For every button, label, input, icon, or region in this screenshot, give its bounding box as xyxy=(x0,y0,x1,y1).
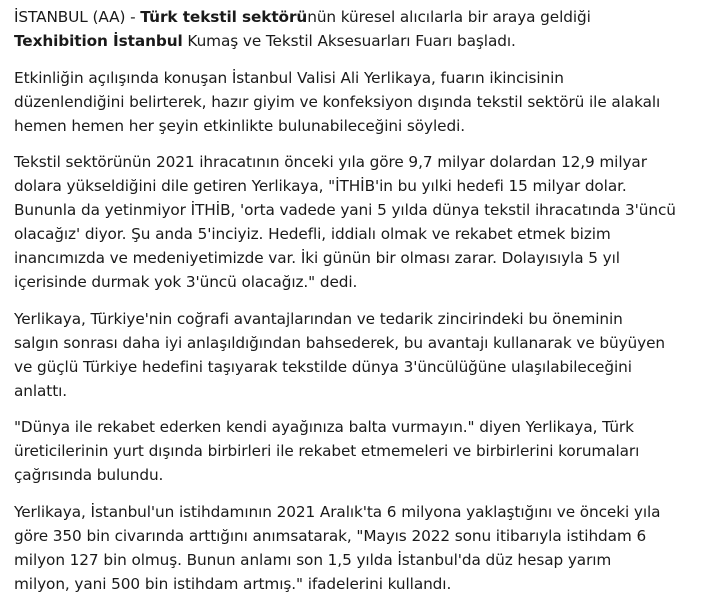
line: Yerlikaya, Türkiye'nin coğrafi avantajlarından ve tedarik zincirindeki bu öneminin xyxy=(14,309,623,328)
lead-line-1 xyxy=(14,5,704,29)
line: hemen hemen her şeyin etkinlikte bulunabileceğini söyledi. xyxy=(14,116,465,135)
line: Etkinliğin açılışında konuşan İstanbul Valisi Ali Yerlikaya, fuarın ikincisinin xyxy=(14,68,564,87)
paragraph-employment xyxy=(14,500,704,596)
line: ve güçlü Türkiye hedefini taşıyarak tekstilde dünya 3'üncülüğüne ulaşılabileceğini xyxy=(14,357,632,376)
line: Tekstil sektörünün 2021 ihracatının önceki yıla göre 9,7 milyar dolardan 12,9 milyar xyxy=(14,153,647,171)
line: olacağız' diyor. Şu anda 5'inciyiz. Hedefli, iddialı olmak ve rekabet etmek bizim xyxy=(14,225,611,243)
lead-line-2 xyxy=(14,29,704,53)
line: inancımızda ve medeniyetimizde var. İki günün bir olması zarar. Dolayısıyla 5 yıl xyxy=(14,249,620,267)
paragraph-exports xyxy=(14,150,704,294)
line: Bununla da yetinmiyor İTHİB, 'orta vadede yani 5 yılda dünya tekstil ihracatında 3'üncü xyxy=(14,201,676,219)
line: çağrısında bulundu. xyxy=(14,466,164,484)
dateline: İSTANBUL (AA) - xyxy=(14,8,141,26)
line: milyon 127 bin olmuş. Bunun anlamı son 1,5 yılda İstanbul'da düz hesap yarım xyxy=(14,550,612,569)
article-body xyxy=(14,5,704,596)
paragraph-quote xyxy=(14,415,704,487)
line: salgın sonrası daha iyi anlaşıldığından bahsederek, bu avantajı kullanarak ve büyüyen xyxy=(14,333,665,352)
line: içerisinde durmak yok 3'üncü olacağız." dedi. xyxy=(14,273,358,291)
line: üreticilerinin yurt dışında birbirleri ile rekabet etmemeleri ve birbirlerini korumaları xyxy=(14,442,640,460)
lead-text-1: nün küresel alıcılarla bir araya geldiği xyxy=(307,8,591,26)
lead-paragraph xyxy=(14,5,704,53)
line: milyon, yani 500 bin istihdam artmış." ifadelerini kullandı. xyxy=(14,574,452,593)
line: "Dünya ile rekabet ederken kendi ayağınıza balta vurmayın." diyen Yerlikaya, Türk xyxy=(14,418,634,436)
line: Yerlikaya, İstanbul'un istihdamının 2021 Aralık'ta 6 milyona yaklaştığını ve önceki yıla xyxy=(14,502,661,521)
lead-bold-sector: Türk tekstil sektörü xyxy=(140,8,308,26)
lead-text-2: Kumaş ve Tekstil Aksesuarları Fuarı başladı. xyxy=(182,32,516,50)
lead-bold-fair: Texhibition İstanbul xyxy=(14,32,183,50)
line: dolara yükseldiğini dile getiren Yerlikaya, "İTHİB'in bu yılki hedefi 15 milyar dolar. xyxy=(14,177,627,195)
paragraph-opening xyxy=(14,66,704,138)
paragraph-advantages xyxy=(14,307,704,403)
line: göre 350 bin civarında arttığını anımsatarak, "Mayıs 2022 sonu itibarıyla istihdam 6 xyxy=(14,526,647,545)
line: anlattı. xyxy=(14,381,68,400)
line: düzenlendiğini belirterek, hazır giyim ve konfeksiyon dışında tekstil sektörü ile alakalı xyxy=(14,92,661,111)
